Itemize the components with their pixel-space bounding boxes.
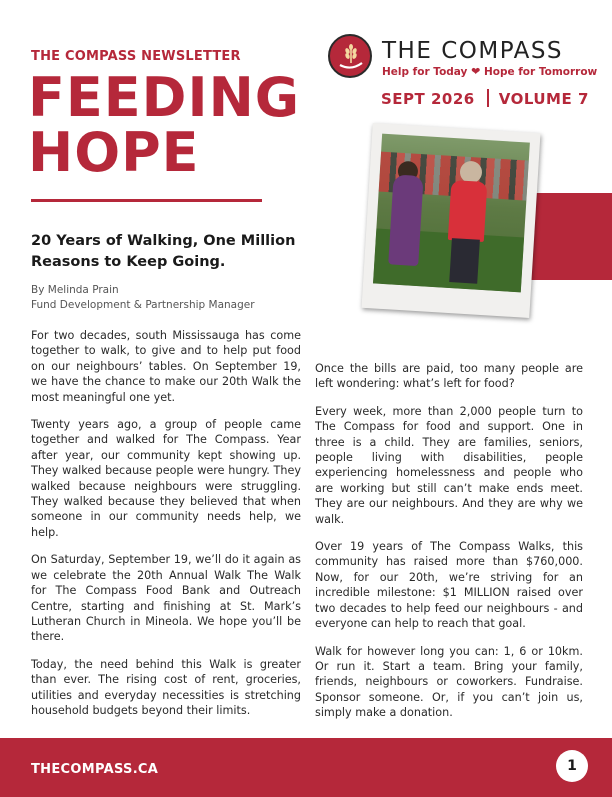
- headline: [28, 66, 301, 184]
- paragraph: Today, the need behind this Walk is greater than ever. The rising cost of rent, groceries, utilities and everyday necessities is stretching household budgets beyond their limits.: [31, 657, 301, 717]
- title-rule: [31, 199, 262, 202]
- author-title: Fund Development & Partnership Manager: [31, 299, 255, 311]
- footer-bar: [0, 738, 612, 797]
- paragraph: On Saturday, September 19, we’ll do it again as we celebrate the 20th Annual Walk The Walk for The Compass Food Bank and Outreach Centre, starting and finishing at St. Mark’s Lutheran Church in Mineola. We hope you’ll be there.: [31, 553, 301, 644]
- logo-tagline: [382, 65, 597, 78]
- polaroid-photo: [362, 123, 541, 318]
- page-number-badge: 1: [556, 750, 588, 782]
- paragraph: Over 19 years of The Compass Walks, this community has raised more than $760,000. Now, for our 20th, we’re striving for an incredible milestone: $1 MILLION raised over two decades to help feed our neighbours - and everyone can help to reach that goal.: [315, 540, 583, 631]
- issue-date: SEPT 2026: [381, 90, 475, 108]
- issue-separator: [487, 89, 489, 107]
- paragraph: Once the bills are paid, too many people are left wondering: what’s left for food?: [315, 362, 583, 391]
- article-column-left: [31, 328, 301, 730]
- tagline-part-1: Help for Today: [382, 66, 468, 78]
- paragraph: Every week, more than 2,000 people turn to The Compass for food and support. One in three is a child. They are families, seniors, people living with disabilities, people experiencing homelessness and people who are working but still can’t make ends meet. They are our neighbours. And they are why we walk.: [315, 404, 583, 526]
- author-name: By Melinda Prain: [31, 284, 119, 296]
- issue-info: [381, 89, 589, 108]
- byline: [31, 283, 255, 313]
- walkers-photo: [373, 134, 530, 293]
- compass-logo: [328, 32, 598, 82]
- heart-icon: ❤: [471, 65, 481, 78]
- headline-line-1: FEEDING: [28, 66, 301, 129]
- paragraph: Twenty years ago, a group of people came together and walked for The Compass. Year after year, our community kept showing up. They walked because people were hungry. They walked because neighbours were struggling. They walked because they believed that when someone in our community needs help, we help.: [31, 418, 301, 539]
- wheat-hand-icon: [328, 34, 372, 78]
- photo-walker-1: [388, 174, 423, 266]
- tagline-part-2: Hope for Tomorrow: [483, 66, 598, 78]
- photo-walker-2: [448, 180, 488, 242]
- article-subhead: 20 Years of Walking, One Million Reasons to Keep Going.: [31, 233, 296, 270]
- paragraph: Walk for however long you can: 1, 6 or 10km. Or run it. Start a team. Bring your family, friends, neighbours or coworkers. Fundraise. Sponsor someone. Or, if you can’t join us, simply make a donation.: [315, 644, 583, 720]
- paragraph: For two decades, south Mississauga has come together to walk, to give and to help put food on our neighbours’ tables. On September 19, we have the chance to make our 20th Walk the most meaningful one yet.: [31, 329, 301, 404]
- photo-walker-2-legs: [449, 238, 480, 284]
- article-column-right: [315, 361, 583, 733]
- newsletter-kicker: THE COMPASS NEWSLETTER: [31, 49, 241, 64]
- logo-name: THE COMPASS: [382, 38, 564, 64]
- issue-volume: VOLUME 7: [498, 90, 589, 108]
- footer-url[interactable]: THECOMPASS.CA: [31, 762, 159, 777]
- headline-line-2: HOPE: [28, 121, 200, 184]
